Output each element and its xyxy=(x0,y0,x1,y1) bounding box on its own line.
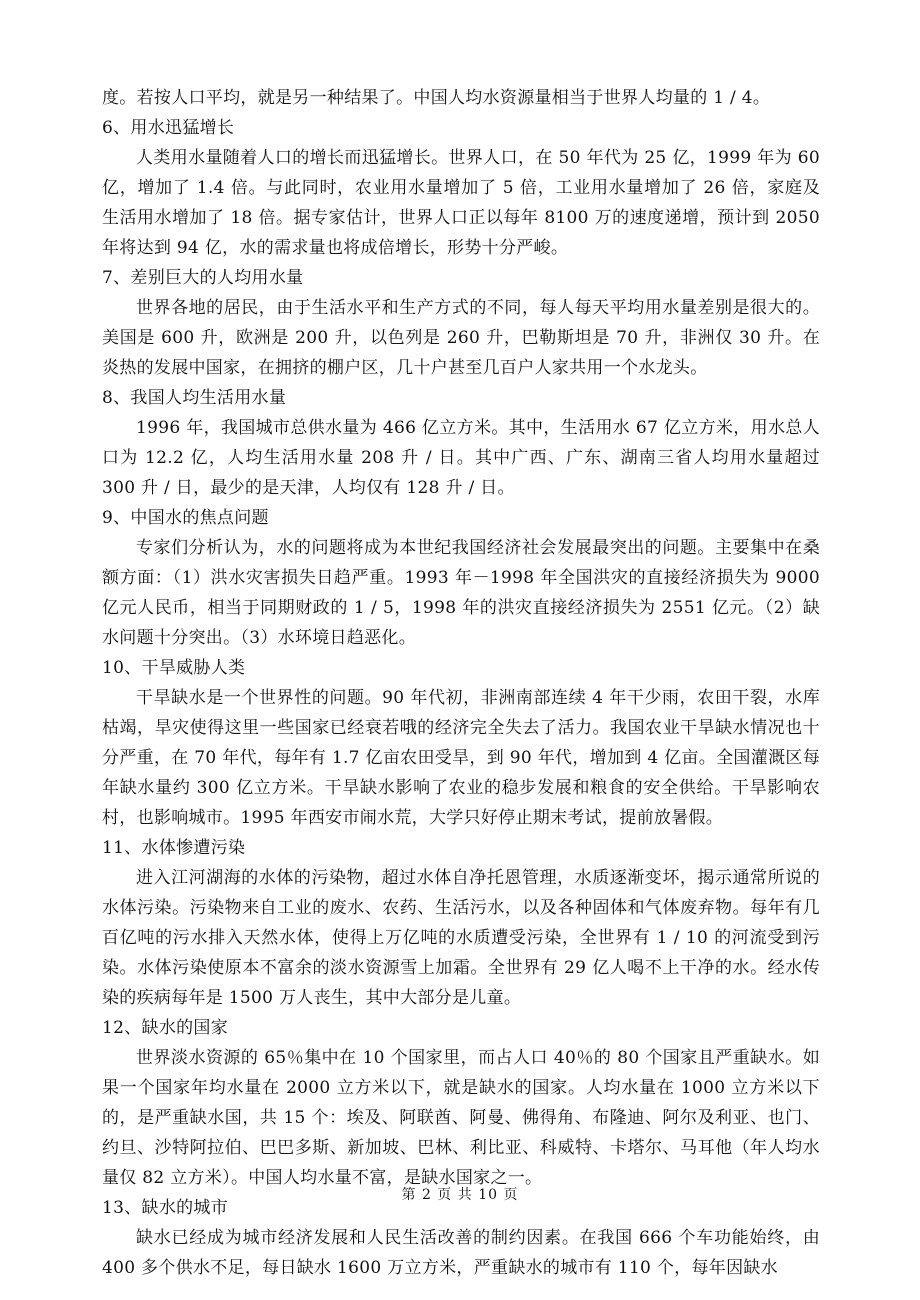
section-body-10: 干旱缺水是一个世界性的问题。90 年代初，非洲南部连续 4 年干少雨，农田干裂，水库枯竭，旱灾使得这里一些国家已经衰若哦的经济完全失去了活力。我国农业干旱缺水情况也十分严重，在 70 年代，每年有 1.7 亿亩农田受旱，到 90 年代，增加到 4 亿亩。全国灌溉区每年缺水量约 300 亿立方米。干旱缺水影响了农业的稳步发展和粮食的安全供给。干旱影响农村，也影响城市。1995 年西安市闹水荒，大学只好停止期末考试，提前放暑假。 xyxy=(102,688,820,828)
section-body-6: 人类用水量随着人口的增长而迅猛增长。世界人口，在 50 年代为 25 亿，1999 年为 60 亿，增加了 1.4 倍。与此同时，农业用水量增加了 5 倍，工业用水量增加了 26 倍，家庭及生活用水增加了 18 倍。据专家估计，世界人口正以每年 8100 万的速度递增，预计到 2050 年将达到 94 亿，水的需求量也将成倍增长，形势十分严峻。 xyxy=(102,148,820,258)
section-heading-11: 11、水体惨遭污染 xyxy=(102,838,246,858)
section-body-8: 1996 年，我国城市总供水量为 466 亿立方米。其中，生活用水 67 亿立方米，用水总人口为 12.2 亿，人均生活用水量 208 升 / 日。其中广西、广东、湖南三省人均用水量超过 300 升 / 日，最少的是天津，人均仅有 128 升 / 日。 xyxy=(102,418,820,498)
section-body-7: 世界各地的居民，由于生活水平和生产方式的不同，每人每天平均用水量差别是很大的。美国是 600 升，欧洲是 200 升，以色列是 260 升，巴勒斯坦是 70 升，非洲仅 30 升。在炎热的发展中国家，在拥挤的棚户区，几十户甚至几百户人家共用一个水龙头。 xyxy=(102,298,820,378)
section-body-9: 专家们分析认为，水的问题将成为本世纪我国经济社会发展最突出的问题。主要集中在桑额方面：（1）洪水灾害损失日趋严重。1993 年－1998 年全国洪灾的直接经济损失为 9000 亿元人民币，相当于同期财政的 1 / 5，1998 年的洪灾直接经济损失为 2551 亿元。（2）缺水问题十分突出。（3）水环境日趋恶化。 xyxy=(102,538,820,648)
intro-paragraph: 度。若按人口平均，就是另一种结果了。中国人均水资源量相当于世界人均量的 1 / 4。 xyxy=(102,88,771,108)
section-body-11: 进入江河湖海的水体的污染物，超过水体自净托恩管理，水质逐渐变坏，揭示通常所说的水体污染。污染物来自工业的废水、农药、生活污水，以及各种固体和气体废弃物。每年有几百亿吨的污水排入天然水体，使得上万亿吨的水质遭受污染，全世界有 1 / 10 的河流受到污染。水体污染使原本不富余的淡水资源雪上加霜。全世界有 29 亿人喝不上干净的水。经水传染的疾病每年是 1500 万人丧生，其中大部分是儿童。 xyxy=(102,868,820,1008)
section-heading-8: 8、我国人均生活用水量 xyxy=(102,388,287,408)
section-body-12: 世界淡水资源的 65％集中在 10 个国家里，而占人口 40％的 80 个国家且严重缺水。如果一个国家年均水量在 2000 立方米以下，就是缺水的国家。人均水量在 1000 立方米以下的，是严重缺水国，共 15 个：埃及、阿联酋、阿曼、佛得角、布隆迪、阿尔及利亚、也门、约旦、沙特阿拉伯、巴巴多斯、新加坡、巴林、利比亚、科威特、卡塔尔、马耳他（年人均水量仅 82 立方米）。中国人均水量不富，是缺水国家之一。 xyxy=(102,1048,820,1188)
section-heading-12: 12、缺水的国家 xyxy=(102,1018,229,1038)
section-heading-6: 6、用水迅猛增长 xyxy=(102,118,235,138)
document-body xyxy=(102,83,820,1283)
page-number-footer: 第 2 页 共 10 页 xyxy=(401,1187,519,1203)
section-body-13: 缺水已经成为城市经济发展和人民生活改善的制约因素。在我国 666 个车功能始终，由 400 多个供水不足，每日缺水 1600 万立方米，严重缺水的城市有 110 个，每年因缺水 xyxy=(102,1228,820,1278)
section-heading-7: 7、差别巨大的人均用水量 xyxy=(102,268,304,288)
section-heading-9: 9、中国水的焦点问题 xyxy=(102,508,269,528)
section-heading-13: 13、缺水的城市 xyxy=(102,1198,229,1218)
section-heading-10: 10、干旱威胁人类 xyxy=(102,658,246,678)
